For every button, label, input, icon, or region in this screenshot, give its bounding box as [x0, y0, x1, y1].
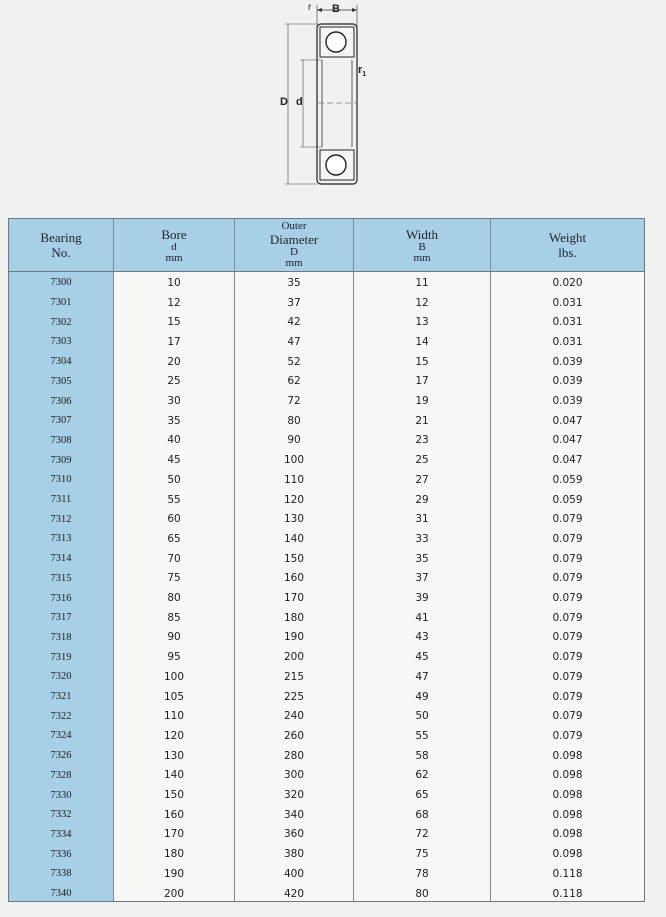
bore-cell: 190	[163, 867, 185, 880]
table-row	[9, 726, 644, 746]
weight-cell: 0.047	[552, 454, 583, 467]
width-cell: 49	[415, 690, 429, 703]
diagram-label-width: B	[332, 3, 340, 15]
outer-diameter-cell: 52	[287, 355, 301, 368]
weight-cell: 0.118	[552, 887, 583, 900]
weight-cell: 0.031	[552, 296, 583, 309]
width-cell: 11	[415, 276, 429, 289]
outer-diameter-cell: 190	[283, 631, 305, 644]
weight-cell: 0.059	[552, 493, 583, 506]
width-cell: 62	[415, 769, 429, 782]
bearing-no-cell: 7315	[50, 572, 72, 584]
width-cell: 17	[415, 375, 429, 388]
outer-diameter-cell: 150	[283, 552, 305, 565]
outer-diameter-cell: 160	[283, 572, 305, 585]
width-cell: 15	[415, 355, 429, 368]
table-row	[9, 608, 644, 628]
table-row	[9, 746, 644, 766]
outer-diameter-cell: 37	[287, 296, 301, 309]
bore-cell: 25	[167, 375, 181, 388]
weight-cell: 0.059	[552, 473, 583, 486]
bearing-no-cell: 7338	[50, 868, 72, 880]
bore-cell: 55	[167, 493, 181, 506]
weight-cell: 0.039	[552, 375, 583, 388]
width-cell: 19	[415, 395, 429, 408]
bore-cell: 40	[167, 434, 181, 447]
bearing-table	[8, 218, 645, 902]
weight-cell: 0.079	[552, 592, 583, 605]
weight-cell: 0.079	[552, 670, 583, 683]
weight-cell: 0.079	[552, 729, 583, 742]
outer-diameter-cell: 200	[283, 651, 305, 664]
diagram-label-r: r	[308, 2, 312, 13]
header-width: Width B mm	[406, 226, 438, 264]
width-cell: 33	[415, 532, 429, 545]
weight-cell: 0.079	[552, 572, 583, 585]
bearing-no-cell: 7304	[50, 356, 72, 368]
width-cell: 65	[415, 789, 429, 802]
width-cell: 55	[415, 729, 429, 742]
width-cell: 12	[415, 296, 429, 309]
bearing-no-cell: 7312	[50, 513, 72, 525]
weight-cell: 0.079	[552, 611, 583, 624]
bore-cell: 105	[163, 690, 185, 703]
bore-cell: 180	[163, 848, 185, 861]
outer-diameter-cell: 420	[283, 887, 305, 900]
bore-cell: 130	[163, 749, 185, 762]
bore-cell: 65	[167, 532, 181, 545]
outer-diameter-cell: 72	[287, 395, 301, 408]
bearing-no-cell: 7317	[50, 612, 72, 624]
bore-cell: 20	[167, 355, 181, 368]
bore-cell: 80	[167, 592, 181, 605]
table-row	[9, 825, 644, 845]
table-row	[9, 667, 644, 687]
outer-diameter-cell: 110	[283, 473, 305, 486]
table-row	[9, 844, 644, 864]
outer-diameter-cell: 280	[283, 749, 305, 762]
bearing-no-cell: 7314	[50, 553, 72, 565]
bearing-no-cell: 7307	[50, 415, 72, 427]
table-row	[9, 766, 644, 786]
weight-cell: 0.098	[552, 769, 583, 782]
bearing-no-cell: 7301	[50, 297, 72, 309]
table-row	[9, 470, 644, 490]
table-row	[9, 332, 644, 352]
bearing-no-cell: 7340	[50, 888, 72, 900]
table-row	[9, 391, 644, 411]
width-cell: 58	[415, 749, 429, 762]
outer-diameter-cell: 380	[283, 848, 305, 861]
outer-diameter-cell: 90	[287, 434, 301, 447]
bore-cell: 70	[167, 552, 181, 565]
bore-cell: 60	[167, 513, 181, 526]
width-cell: 29	[415, 493, 429, 506]
outer-diameter-cell: 225	[283, 690, 305, 703]
table-row	[9, 884, 644, 904]
bore-cell: 85	[167, 611, 181, 624]
outer-diameter-cell: 120	[283, 493, 305, 506]
table-row	[9, 588, 644, 608]
bore-cell: 30	[167, 395, 181, 408]
table-row	[9, 687, 644, 707]
table-row	[9, 706, 644, 726]
bore-cell: 17	[167, 335, 181, 348]
weight-cell: 0.118	[552, 867, 583, 880]
width-cell: 27	[415, 473, 429, 486]
weight-cell: 0.098	[552, 848, 583, 861]
bore-cell: 15	[167, 316, 181, 329]
table-row	[9, 372, 644, 392]
outer-diameter-cell: 170	[283, 592, 305, 605]
outer-diameter-cell: 240	[283, 710, 305, 723]
outer-diameter-cell: 360	[283, 828, 305, 841]
weight-cell: 0.098	[552, 749, 583, 762]
table-row	[9, 273, 644, 293]
bearing-no-cell: 7318	[50, 631, 72, 643]
table-row	[9, 628, 644, 648]
table-row	[9, 864, 644, 884]
bearing-no-cell: 7320	[50, 671, 72, 683]
bearing-no-cell: 7330	[50, 789, 72, 801]
bearing-no-cell: 7322	[50, 710, 72, 722]
bearing-no-cell: 7336	[50, 848, 72, 860]
bore-cell: 140	[163, 769, 185, 782]
weight-cell: 0.020	[552, 276, 583, 289]
bearing-no-cell: 7313	[50, 533, 72, 545]
width-cell: 43	[415, 631, 429, 644]
weight-cell: 0.031	[552, 335, 583, 348]
width-cell: 72	[415, 828, 429, 841]
bearing-no-cell: 7305	[50, 375, 72, 387]
table-row	[9, 805, 644, 825]
weight-cell: 0.039	[552, 355, 583, 368]
header-weight: Weight lbs.	[548, 230, 587, 260]
weight-cell: 0.098	[552, 828, 583, 841]
weight-cell: 0.031	[552, 316, 583, 329]
bore-cell: 35	[167, 414, 181, 427]
table-row	[9, 785, 644, 805]
bearing-no-cell: 7326	[50, 750, 72, 762]
bore-cell: 75	[167, 572, 181, 585]
weight-cell: 0.098	[552, 789, 583, 802]
width-cell: 37	[415, 572, 429, 585]
width-cell: 47	[415, 670, 429, 683]
weight-cell: 0.079	[552, 710, 583, 723]
bearing-no-cell: 7303	[50, 336, 72, 348]
outer-diameter-cell: 80	[287, 414, 301, 427]
weight-cell: 0.079	[552, 631, 583, 644]
bearing-no-cell: 7306	[50, 395, 72, 407]
bore-cell: 110	[163, 710, 185, 723]
diagram-label-bore: d	[296, 96, 303, 108]
bore-cell: 12	[167, 296, 181, 309]
outer-diameter-cell: 260	[283, 729, 305, 742]
width-cell: 68	[415, 808, 429, 821]
width-cell: 45	[415, 651, 429, 664]
width-cell: 80	[415, 887, 429, 900]
weight-cell: 0.039	[552, 395, 583, 408]
table-row	[9, 529, 644, 549]
width-cell: 23	[415, 434, 429, 447]
outer-diameter-cell: 215	[283, 670, 305, 683]
outer-diameter-cell: 100	[283, 454, 305, 467]
table-row	[9, 647, 644, 667]
width-cell: 41	[415, 611, 429, 624]
bore-cell: 50	[167, 473, 181, 486]
width-cell: 14	[415, 335, 429, 348]
width-cell: 31	[415, 513, 429, 526]
weight-cell: 0.047	[552, 414, 583, 427]
width-cell: 39	[415, 592, 429, 605]
bore-cell: 10	[167, 276, 181, 289]
bearing-no-cell: 7319	[50, 651, 72, 663]
table-row	[9, 549, 644, 569]
weight-cell: 0.047	[552, 434, 583, 447]
table-row	[9, 569, 644, 589]
bearing-no-cell: 7310	[50, 474, 72, 486]
width-cell: 75	[415, 848, 429, 861]
bore-cell: 45	[167, 454, 181, 467]
table-row	[9, 450, 644, 470]
width-cell: 13	[415, 316, 429, 329]
width-cell: 21	[415, 414, 429, 427]
bore-cell: 170	[163, 828, 185, 841]
bearing-cross-section-icon	[270, 0, 390, 190]
weight-cell: 0.079	[552, 513, 583, 526]
outer-diameter-cell: 320	[283, 789, 305, 802]
bearing-no-cell: 7321	[50, 691, 72, 703]
bearing-no-cell: 7332	[50, 809, 72, 821]
width-cell: 35	[415, 552, 429, 565]
outer-diameter-cell: 340	[283, 808, 305, 821]
outer-diameter-cell: 140	[283, 532, 305, 545]
header-bore: Bore d mm	[161, 226, 187, 264]
weight-cell: 0.098	[552, 808, 583, 821]
bearing-diagram	[270, 0, 390, 190]
outer-diameter-cell: 300	[283, 769, 305, 782]
bore-cell: 120	[163, 729, 185, 742]
table-row	[9, 490, 644, 510]
table-header	[9, 219, 644, 272]
bearing-no-cell: 7309	[50, 454, 72, 466]
weight-cell: 0.079	[552, 532, 583, 545]
table-row	[9, 312, 644, 332]
weight-cell: 0.079	[552, 552, 583, 565]
bearing-no-cell: 7328	[50, 769, 72, 781]
width-cell: 50	[415, 710, 429, 723]
bearing-no-cell: 7308	[50, 434, 72, 446]
bearing-no-cell: 7316	[50, 592, 72, 604]
bore-cell: 100	[163, 670, 185, 683]
bearing-no-cell: 7311	[50, 494, 72, 506]
bore-cell: 90	[167, 631, 181, 644]
header-outer-diameter: Outer Diameter D mm	[269, 220, 319, 269]
bearing-no-cell: 7324	[50, 730, 72, 742]
bearing-no-cell: 7334	[50, 828, 72, 840]
table-row	[9, 293, 644, 313]
outer-diameter-cell: 400	[283, 867, 305, 880]
bore-cell: 95	[167, 651, 181, 664]
outer-diameter-cell: 47	[287, 335, 301, 348]
diagram-label-r1: $r_1$	[358, 64, 367, 79]
bearing-no-cell: 7300	[50, 277, 72, 289]
table-row	[9, 352, 644, 372]
outer-diameter-cell: 62	[287, 375, 301, 388]
weight-cell: 0.079	[552, 690, 583, 703]
width-cell: 78	[415, 867, 429, 880]
table-row	[9, 431, 644, 451]
bore-cell: 200	[163, 887, 185, 900]
table-row	[9, 411, 644, 431]
bearing-no-cell: 7302	[50, 316, 72, 328]
outer-diameter-cell: 35	[287, 276, 301, 289]
diagram-label-outer-diameter: D	[280, 96, 288, 108]
outer-diameter-cell: 180	[283, 611, 305, 624]
table-row	[9, 509, 644, 529]
outer-diameter-cell: 42	[287, 316, 301, 329]
width-cell: 25	[415, 454, 429, 467]
bore-cell: 150	[163, 789, 185, 802]
weight-cell: 0.079	[552, 651, 583, 664]
header-bearing-no: Bearing No.	[40, 230, 82, 260]
bore-cell: 160	[163, 808, 185, 821]
outer-diameter-cell: 130	[283, 513, 305, 526]
